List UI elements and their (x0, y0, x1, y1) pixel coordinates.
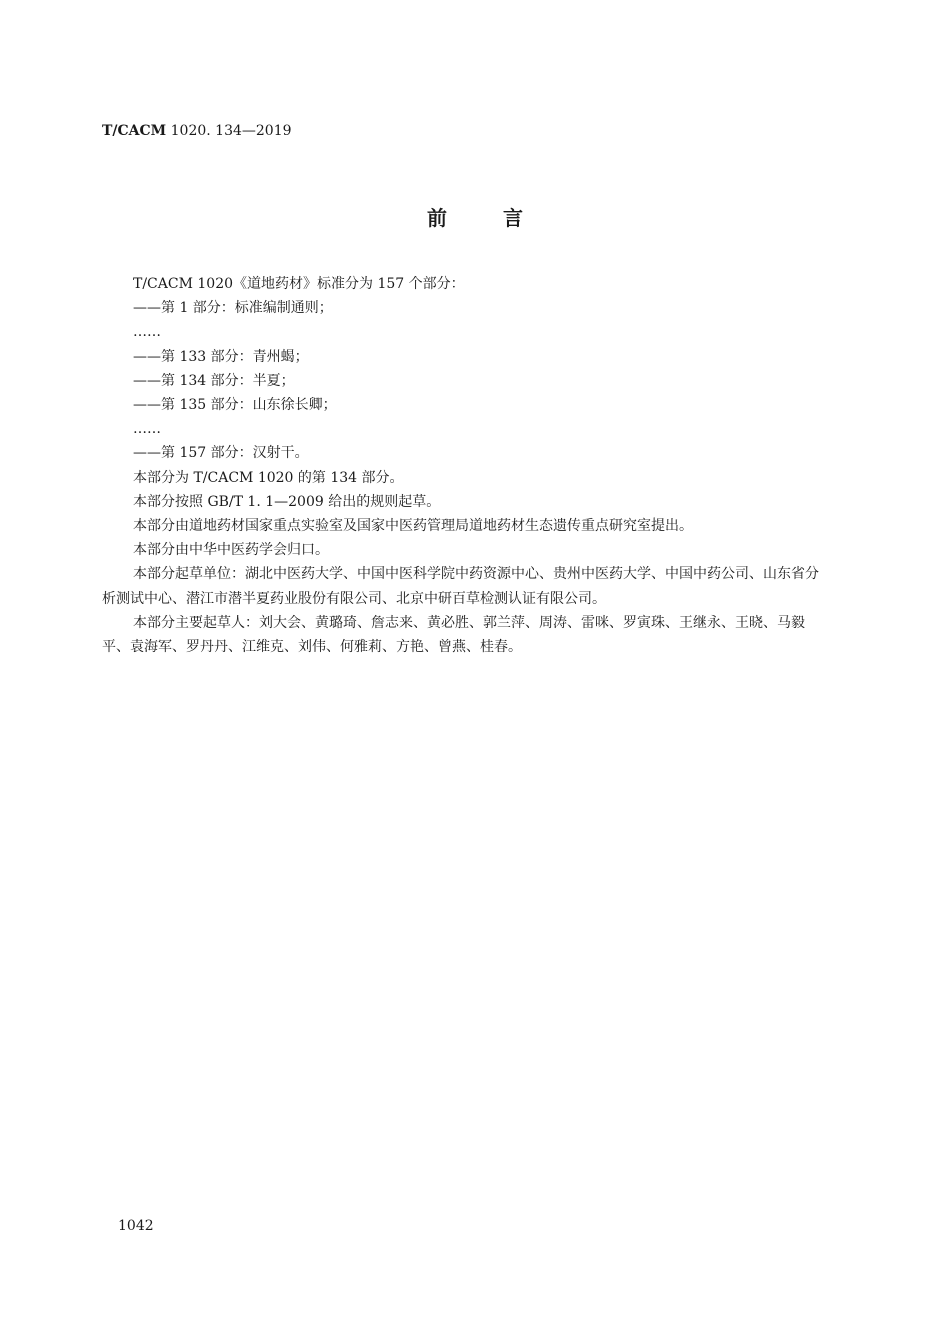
document-code (102, 121, 292, 141)
page-number: 1042 (118, 1218, 154, 1234)
list-ellipsis-1: …… (133, 324, 161, 341)
page-title (0, 204, 950, 232)
paragraph-standard-parts: T/CACM 1020《道地药材》标准分为 157 个部分： (133, 276, 465, 292)
list-ellipsis-2: …… (133, 421, 161, 438)
list-item-part-134: ——第 134 部分：半夏； (133, 372, 295, 389)
list-item-part-1: ——第 1 部分：标准编制通则； (133, 300, 333, 317)
paragraph-drafting-units: 本部分起草单位：湖北中医药大学、中国中医科学院中药资源中心、贵州中医药大学、中国中药公司、山东省分析测试中心、潜江市潜半夏药业股份有限公司、北京中研百草检测认证有限公司。 (102, 566, 819, 607)
list-item-part-133: ——第 133 部分：青州蝎； (133, 348, 309, 365)
page-title-char-1: 前 (427, 206, 447, 230)
document-code-number: 1020. 134—2019 (166, 123, 292, 139)
foreword-body (102, 272, 832, 659)
paragraph-centralized-by: 本部分由中华中医药学会归口。 (133, 542, 329, 559)
paragraph-main-drafters: 本部分主要起草人：刘大会、黄璐琦、詹志来、黄必胜、郭兰萍、周涛、雷咪、罗寅珠、王继永、王晓、马毅平、袁海军、罗丹丹、江维克、刘伟、何雅莉、方艳、曾燕、桂春。 (102, 614, 805, 656)
page-title-char-2: 言 (503, 206, 523, 230)
paragraph-proposed-by: 本部分由道地药材国家重点实验室及国家中医药管理局道地药材生态遗传重点研究室提出。 (133, 518, 693, 535)
document-code-prefix: T/CACM (102, 123, 167, 139)
list-item-part-157: ——第 157 部分：汉射干。 (133, 445, 309, 462)
paragraph-this-part: 本部分为 T/CACM 1020 的第 134 部分。 (133, 469, 404, 486)
list-item-part-135: ——第 135 部分：山东徐长卿； (133, 397, 337, 414)
paragraph-drafting-rules: 本部分按照 GB/T 1. 1—2009 给出的规则起草。 (133, 493, 441, 510)
